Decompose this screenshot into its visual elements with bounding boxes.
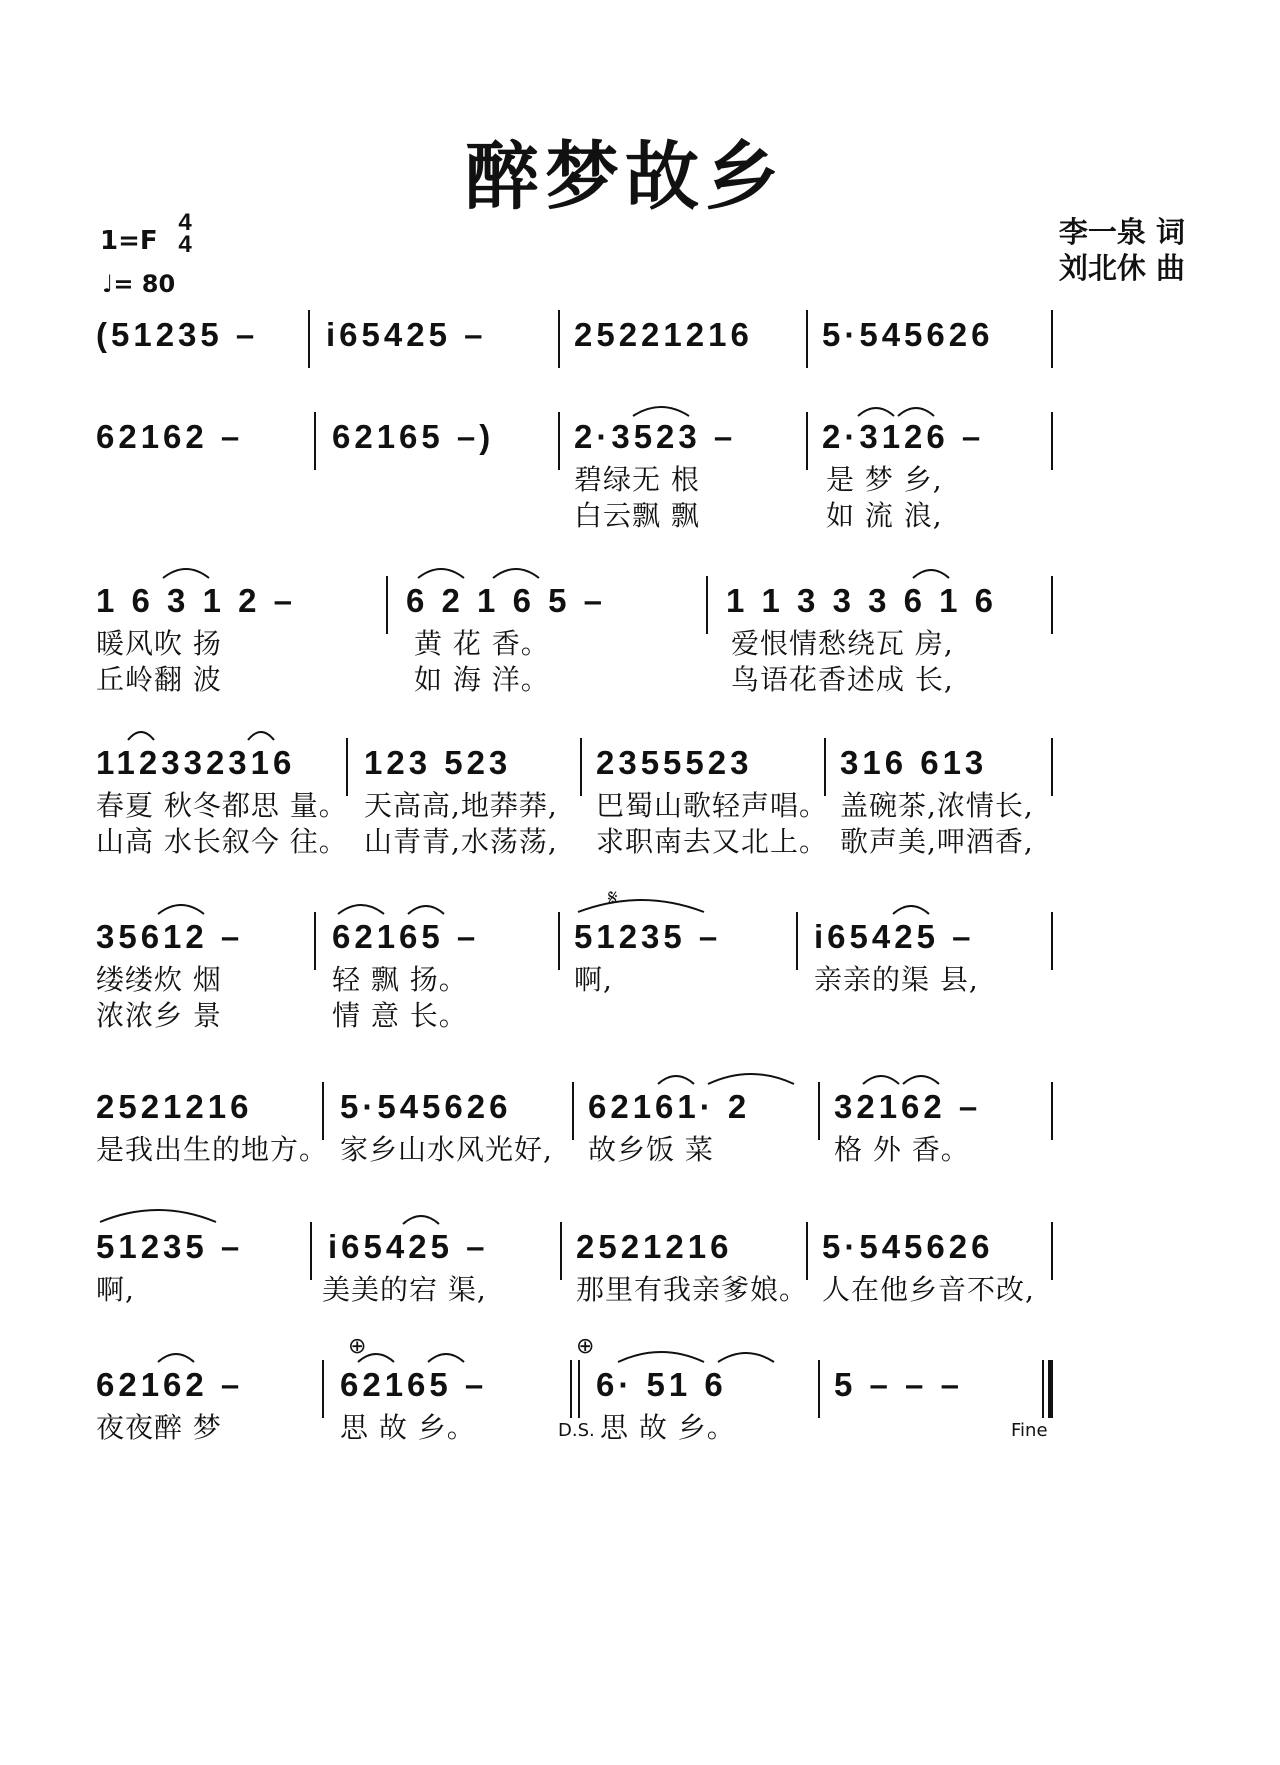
measure: 62165 –) [332, 418, 495, 455]
lyric-line-1: 爱恨情愁绕瓦 房, [731, 627, 954, 660]
lyric-line-1: 人在他乡音不改, [822, 1273, 1035, 1306]
slur [616, 1346, 706, 1364]
barline [308, 310, 310, 368]
measure: 112332316 [96, 744, 296, 781]
slur [891, 900, 931, 916]
measure: 2521216 [96, 1088, 253, 1125]
lyric-line-1: 美美的宕 渠, [322, 1273, 487, 1306]
barline [560, 1222, 562, 1280]
slur [861, 1070, 901, 1086]
lyric-line-2: 丘岭翻 波 [96, 663, 222, 696]
slur [716, 1348, 776, 1364]
barline [706, 576, 708, 634]
notation-row [96, 576, 1186, 636]
lyric-line-1: 盖碗茶,浓情长, [840, 789, 1034, 822]
lyric-line-1: 啊, [96, 1273, 135, 1306]
lyric-line-1: 思 故 乡。 [600, 1411, 736, 1444]
lyric-line-2: 情 意 长。 [332, 999, 468, 1032]
lyric-line-1: 缕缕炊 烟 [96, 963, 222, 996]
measure: 62165 – [340, 1366, 488, 1403]
slur [246, 726, 276, 742]
lyric-line-1: 故乡饭 菜 [588, 1133, 714, 1166]
barline [1051, 310, 1053, 368]
slur [911, 564, 951, 580]
slur [491, 564, 541, 580]
barline [806, 310, 808, 368]
key-signature: 1=F [100, 226, 158, 256]
slur [356, 1348, 396, 1364]
barline [1051, 1082, 1053, 1140]
slur [631, 402, 691, 418]
slur [406, 900, 446, 916]
lyric-line-1: 暖风吹 扬 [96, 627, 222, 660]
measure: 62165 – [332, 918, 480, 955]
barline [580, 738, 582, 796]
barline [558, 412, 560, 470]
barline [1051, 1222, 1053, 1280]
slur [126, 726, 156, 742]
song-title: 醉梦故乡 [465, 134, 785, 220]
barline [558, 912, 560, 970]
measure: 51235 – [574, 918, 722, 955]
barline [322, 1360, 324, 1418]
barline [314, 912, 316, 970]
lyricist-credit: 李一泉 词 [1058, 215, 1185, 249]
measure: (51235 – [96, 316, 259, 353]
barline [1042, 1360, 1044, 1418]
barline [796, 912, 798, 970]
lyric-line-2: 歌声美,呷酒香, [840, 825, 1034, 858]
coda-sign: ⊕ [576, 1334, 595, 1359]
lyric-line-1: 啊, [574, 963, 613, 996]
measure: 62162 – [96, 418, 244, 455]
barline [578, 1360, 580, 1418]
lyric-line-2: 求职南去又北上。 [596, 825, 829, 858]
measure: 2355523 [596, 744, 753, 781]
slur [426, 1348, 466, 1364]
time-signature [170, 209, 200, 258]
lyric-line-1: 夜夜醉 梦 [96, 1411, 222, 1444]
barline [818, 1082, 820, 1140]
notation-row [96, 912, 1186, 972]
ds-marking: D.S. [558, 1420, 595, 1441]
slur [901, 1070, 941, 1086]
measure: i65425 – [326, 316, 487, 353]
lyric-line-1: 是我出生的地方。 [96, 1133, 329, 1166]
tempo-marking: ♩= 80 [102, 270, 176, 298]
barline [806, 412, 808, 470]
measure: 5·545626 [822, 1228, 994, 1265]
coda-sign: ⊕ [348, 1334, 367, 1359]
lyric-line-1: 巴蜀山歌轻声唱。 [596, 789, 829, 822]
measure: 5 – – – [834, 1366, 963, 1403]
lyric-line-2: 如 流 浪, [826, 499, 943, 532]
measure: 1 6 3 1 2 – [96, 582, 296, 619]
lyric-line-1: 格 外 香。 [834, 1133, 970, 1166]
slur [161, 564, 211, 580]
lyric-line-1: 家乡山水风光好, [340, 1133, 553, 1166]
barline [1051, 738, 1053, 796]
lyric-line-1: 黄 花 香。 [414, 627, 550, 660]
slur [706, 1068, 796, 1086]
measure: 2521216 [576, 1228, 733, 1265]
barline [818, 1360, 820, 1418]
barline [572, 1082, 574, 1140]
slur [896, 402, 936, 418]
notation-row [96, 310, 1186, 370]
measure: 123 523 [364, 744, 512, 781]
measure: 5·545626 [822, 316, 994, 353]
final-barline [1048, 1360, 1053, 1418]
measure: 62162 – [96, 1366, 244, 1403]
segno-sign: 𝄋 [608, 886, 618, 911]
measure: 2·3523 – [574, 418, 737, 455]
lyric-line-2: 山青青,水荡荡, [364, 825, 558, 858]
lyric-line-1: 那里有我亲爹娘。 [576, 1273, 809, 1306]
measure: 6 2 1 6 5 – [406, 582, 606, 619]
barline [558, 310, 560, 368]
lyric-line-1: 春夏 秋冬都思 量。 [96, 789, 348, 822]
lyric-line-1: 轻 飘 扬。 [332, 963, 468, 996]
lyric-line-1: 思 故 乡。 [340, 1411, 476, 1444]
measure: 51235 – [96, 1228, 244, 1265]
slur [576, 894, 706, 914]
measure: 6· 51 6 [596, 1366, 727, 1403]
slur [336, 900, 386, 916]
lyric-line-2: 如 海 洋。 [414, 663, 550, 696]
barline [386, 576, 388, 634]
slur [856, 402, 896, 418]
time-signature-bottom: 4 [178, 231, 192, 258]
lyric-line-2: 白云飘 飘 [574, 499, 700, 532]
barline [570, 1360, 572, 1418]
lyric-line-2: 浓浓乡 景 [96, 999, 222, 1032]
measure: 62161· 2 [588, 1088, 751, 1125]
barline [314, 412, 316, 470]
slur [156, 1348, 196, 1364]
composer-credit: 刘北休 曲 [1058, 251, 1185, 285]
measure: 25221216 [574, 316, 753, 353]
slur [401, 1210, 441, 1226]
fine-marking: Fine [1011, 1420, 1048, 1441]
barline [310, 1222, 312, 1280]
measure: 5·545626 [340, 1088, 512, 1125]
slur [656, 1070, 696, 1086]
time-signature-top: 4 [178, 209, 192, 236]
measure: 316 613 [840, 744, 988, 781]
measure: 32162 – [834, 1088, 982, 1125]
barline [1051, 576, 1053, 634]
lyric-line-1: 亲亲的渠 县, [814, 963, 979, 996]
lyric-line-2: 山高 水长叙今 往。 [96, 825, 348, 858]
barline [1051, 912, 1053, 970]
barline [1051, 412, 1053, 470]
lyric-line-2: 鸟语花香述成 长, [731, 663, 954, 696]
measure: i65425 – [328, 1228, 489, 1265]
measure: 2·3126 – [822, 418, 985, 455]
measure: 35612 – [96, 918, 244, 955]
slur [98, 1204, 218, 1224]
slur [156, 900, 206, 916]
lyric-line-1: 碧绿无 根 [574, 463, 700, 496]
lyric-line-1: 是 梦 乡, [826, 463, 943, 496]
measure: 1 1 3 3 3 6 1 6 [726, 582, 998, 619]
slur [416, 564, 466, 580]
lyric-line-1: 天高高,地莽莽, [364, 789, 558, 822]
measure: i65425 – [814, 918, 975, 955]
